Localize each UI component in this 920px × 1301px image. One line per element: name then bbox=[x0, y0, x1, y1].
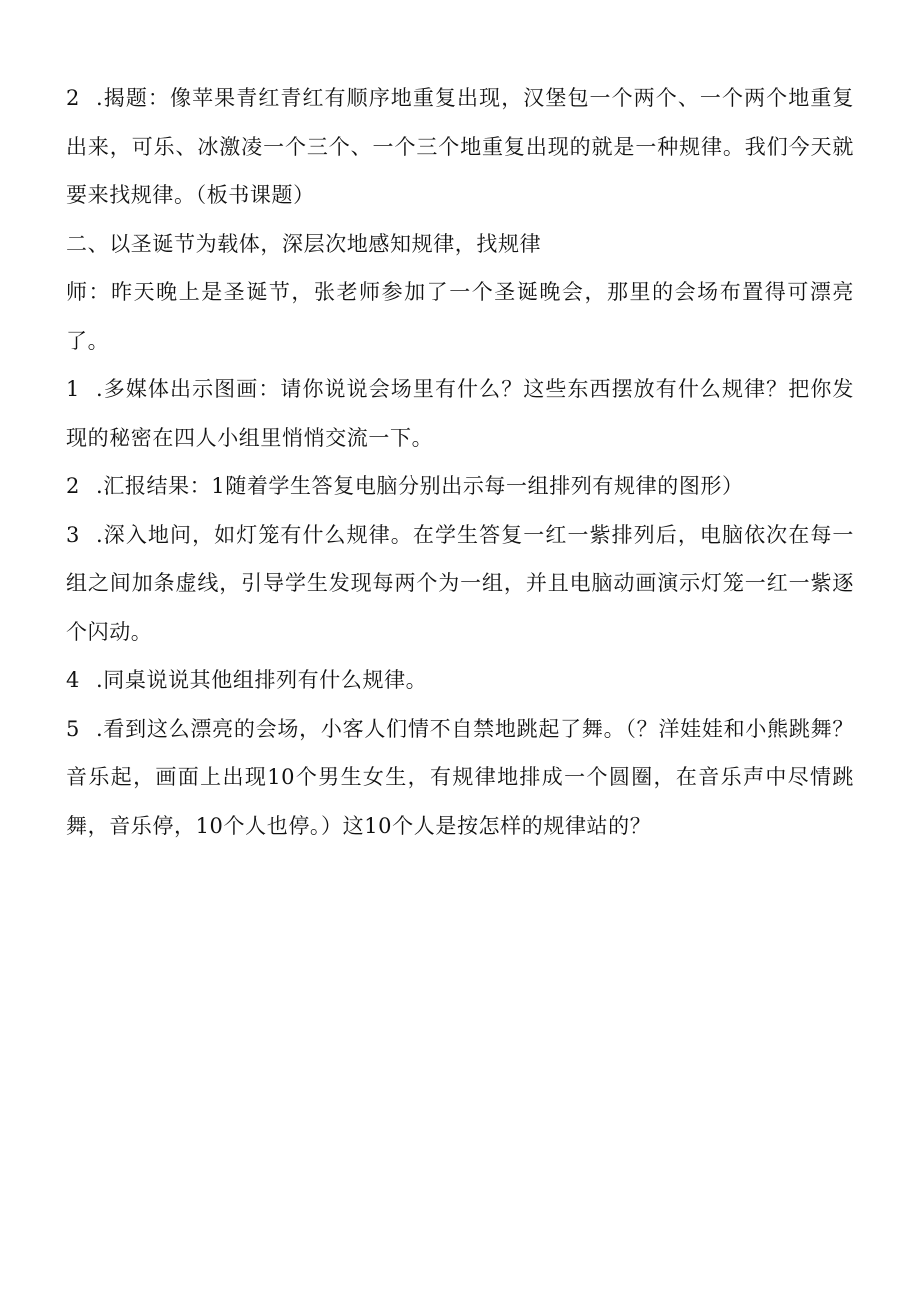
paragraph-step-4 bbox=[66, 656, 854, 705]
section-heading bbox=[66, 220, 854, 269]
paragraph-text: .揭题：像苹果青红青红有顺序地重复出现，汉堡包一个两个、一个两个地重复出来，可乐、冰激凌一个三个、一个三个地重复出现的就是一种规律。我们今天就要来找规律。（板书课题） bbox=[66, 86, 854, 207]
document-page bbox=[66, 74, 854, 850]
paragraph-step-3 bbox=[66, 511, 854, 657]
paragraph-number: 1 bbox=[66, 377, 80, 401]
paragraph-text: .多媒体出示图画：请你说说会场里有什么？这些东西摆放有什么规律？把你发现的秘密在四人小组里悄悄交流一下。 bbox=[66, 377, 854, 450]
paragraph-text: 师：昨天晚上是圣诞节，张老师参加了一个圣诞晚会，那里的会场布置得可漂亮了。 bbox=[66, 280, 854, 353]
paragraph-text: .同桌说说其他组排列有什么规律。 bbox=[96, 668, 428, 692]
paragraph-teacher-intro bbox=[66, 268, 854, 365]
section-heading-text: 二、以圣诞节为载体，深层次地感知规律，找规律 bbox=[66, 231, 542, 256]
paragraph-step-5 bbox=[66, 705, 854, 851]
paragraph-number: 5 bbox=[66, 716, 80, 741]
paragraph-number: 4 bbox=[66, 668, 80, 692]
paragraph-number: 3 bbox=[66, 522, 80, 547]
paragraph-reveal-topic bbox=[66, 74, 854, 220]
paragraph-step-1 bbox=[66, 365, 854, 462]
paragraph-step-2 bbox=[66, 462, 854, 511]
paragraph-text: .汇报结果：1随着学生答复电脑分别出示每一组排列有规律的图形） bbox=[96, 474, 744, 498]
paragraph-text: .深入地问，如灯笼有什么规律。在学生答复一红一紫排列后，电脑依次在每一组之间加条虚线，引导学生发现每两个为一组，并且电脑动画演示灯笼一红一紫逐个闪动。 bbox=[66, 522, 854, 644]
paragraph-number: 2 bbox=[66, 86, 80, 110]
paragraph-text: .看到这么漂亮的会场，小客人们情不自禁地跳起了舞。（？洋娃娃和小熊跳舞？音乐起，画面上出现10个男生女生，有规律地排成一个圆圈，在音乐声中尽情跳舞，音乐停，10个人也停。）这10个人是按怎样的规律站的？ bbox=[66, 716, 854, 838]
paragraph-number: 2 bbox=[66, 474, 80, 498]
